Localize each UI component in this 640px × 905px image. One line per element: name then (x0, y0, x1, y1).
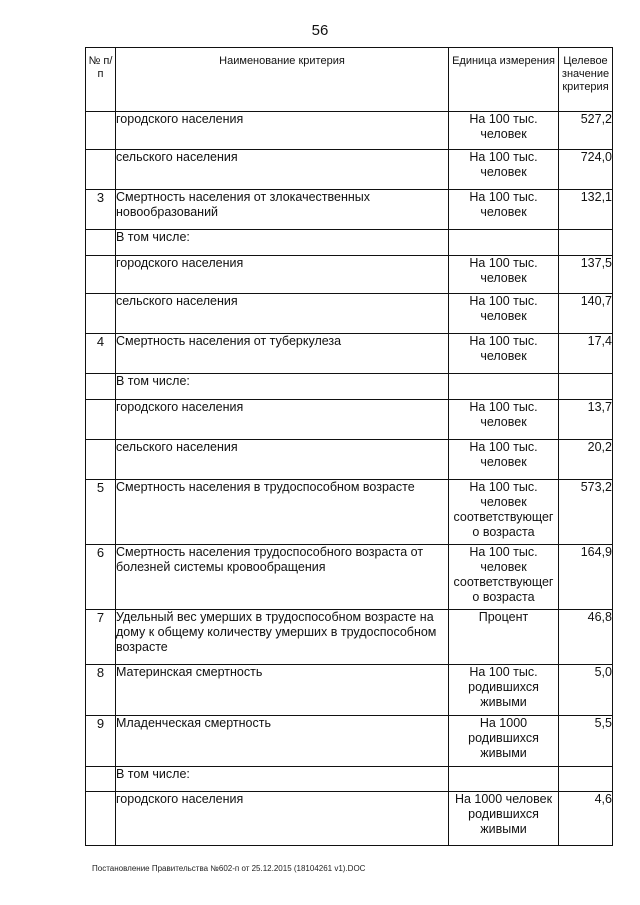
row-number: 4 (86, 334, 116, 374)
table-row (86, 374, 613, 400)
table-row (86, 665, 613, 716)
row-number (86, 440, 116, 480)
row-number (86, 256, 116, 294)
header-unit: Единица измерения (449, 48, 559, 112)
table-row (86, 767, 613, 792)
unit-of-measure: На 100 тыс. человек (449, 190, 559, 230)
target-value: 5,0 (559, 665, 613, 716)
criterion-name: Смертность населения трудоспособного возраста от болезней системы кровообращения (116, 545, 449, 610)
target-value: 527,2 (559, 112, 613, 150)
unit-of-measure (449, 374, 559, 400)
criterion-name: городского населения (116, 792, 449, 846)
row-number (86, 112, 116, 150)
row-number: 8 (86, 665, 116, 716)
unit-of-measure: На 1000 родившихся живыми (449, 716, 559, 767)
criterion-name: Смертность населения в трудоспособном возрасте (116, 480, 449, 545)
table-body (86, 112, 613, 846)
target-value: 46,8 (559, 610, 613, 665)
row-number (86, 374, 116, 400)
row-number: 7 (86, 610, 116, 665)
criterion-name: Младенческая смертность (116, 716, 449, 767)
target-value: 724,0 (559, 150, 613, 190)
criterion-name: В том числе: (116, 767, 449, 792)
criterion-name: Удельный вес умерших в трудоспособном возрасте на дому к общему количеству умерших в трудоспособном возрасте (116, 610, 449, 665)
criterion-name: городского населения (116, 400, 449, 440)
table-row (86, 480, 613, 545)
table-row (86, 400, 613, 440)
criterion-name: Материнская смертность (116, 665, 449, 716)
criterion-name: сельского населения (116, 440, 449, 480)
target-value: 5,5 (559, 716, 613, 767)
unit-of-measure (449, 767, 559, 792)
target-value (559, 767, 613, 792)
row-number: 3 (86, 190, 116, 230)
row-number (86, 230, 116, 256)
criterion-name: Смертность населения от туберкулеза (116, 334, 449, 374)
target-value: 140,7 (559, 294, 613, 334)
row-number: 9 (86, 716, 116, 767)
unit-of-measure: На 100 тыс. человек (449, 440, 559, 480)
criterion-name: городского населения (116, 112, 449, 150)
criterion-name: В том числе: (116, 374, 449, 400)
document-footer: Постановление Правительства №602-п от 25.12.2015 (18104261 v1).DOC (92, 864, 366, 873)
unit-of-measure: На 1000 человек родившихся живыми (449, 792, 559, 846)
target-value (559, 230, 613, 256)
target-value: 20,2 (559, 440, 613, 480)
table-row (86, 716, 613, 767)
unit-of-measure (449, 230, 559, 256)
unit-of-measure: На 100 тыс. человек соответствующег о возраста (449, 545, 559, 610)
target-value: 164,9 (559, 545, 613, 610)
table-row (86, 334, 613, 374)
row-number (86, 767, 116, 792)
table-row (86, 792, 613, 846)
target-value: 137,5 (559, 256, 613, 294)
target-value: 17,4 (559, 334, 613, 374)
target-value: 4,6 (559, 792, 613, 846)
target-value (559, 374, 613, 400)
row-number (86, 294, 116, 334)
criterion-name: сельского населения (116, 294, 449, 334)
table-header (86, 48, 613, 112)
row-number (86, 792, 116, 846)
unit-of-measure: На 100 тыс. человек (449, 112, 559, 150)
unit-of-measure: На 100 тыс. родившихся живыми (449, 665, 559, 716)
unit-of-measure: Процент (449, 610, 559, 665)
unit-of-measure: На 100 тыс. человек (449, 150, 559, 190)
header-name: Наименование критерия (116, 48, 449, 112)
table-row (86, 256, 613, 294)
criterion-name: сельского населения (116, 150, 449, 190)
row-number: 5 (86, 480, 116, 545)
criterion-name: В том числе: (116, 230, 449, 256)
table-row (86, 610, 613, 665)
criteria-table (85, 47, 613, 846)
target-value: 13,7 (559, 400, 613, 440)
header-target: Целевое значение критерия (559, 48, 613, 112)
unit-of-measure: На 100 тыс. человек (449, 256, 559, 294)
unit-of-measure: На 100 тыс. человек соответствующег о возраста (449, 480, 559, 545)
table-row (86, 440, 613, 480)
criterion-name: городского населения (116, 256, 449, 294)
table-row (86, 150, 613, 190)
table-row (86, 230, 613, 256)
table-row (86, 112, 613, 150)
row-number (86, 150, 116, 190)
table-row (86, 190, 613, 230)
row-number: 6 (86, 545, 116, 610)
target-value: 573,2 (559, 480, 613, 545)
header-num: № п/п (86, 48, 116, 112)
table-row (86, 294, 613, 334)
table-row (86, 545, 613, 610)
page-number: 56 (311, 22, 329, 39)
target-value: 132,1 (559, 190, 613, 230)
criterion-name: Смертность населения от злокачественных новообразований (116, 190, 449, 230)
unit-of-measure: На 100 тыс. человек (449, 334, 559, 374)
unit-of-measure: На 100 тыс. человек (449, 294, 559, 334)
row-number (86, 400, 116, 440)
unit-of-measure: На 100 тыс. человек (449, 400, 559, 440)
